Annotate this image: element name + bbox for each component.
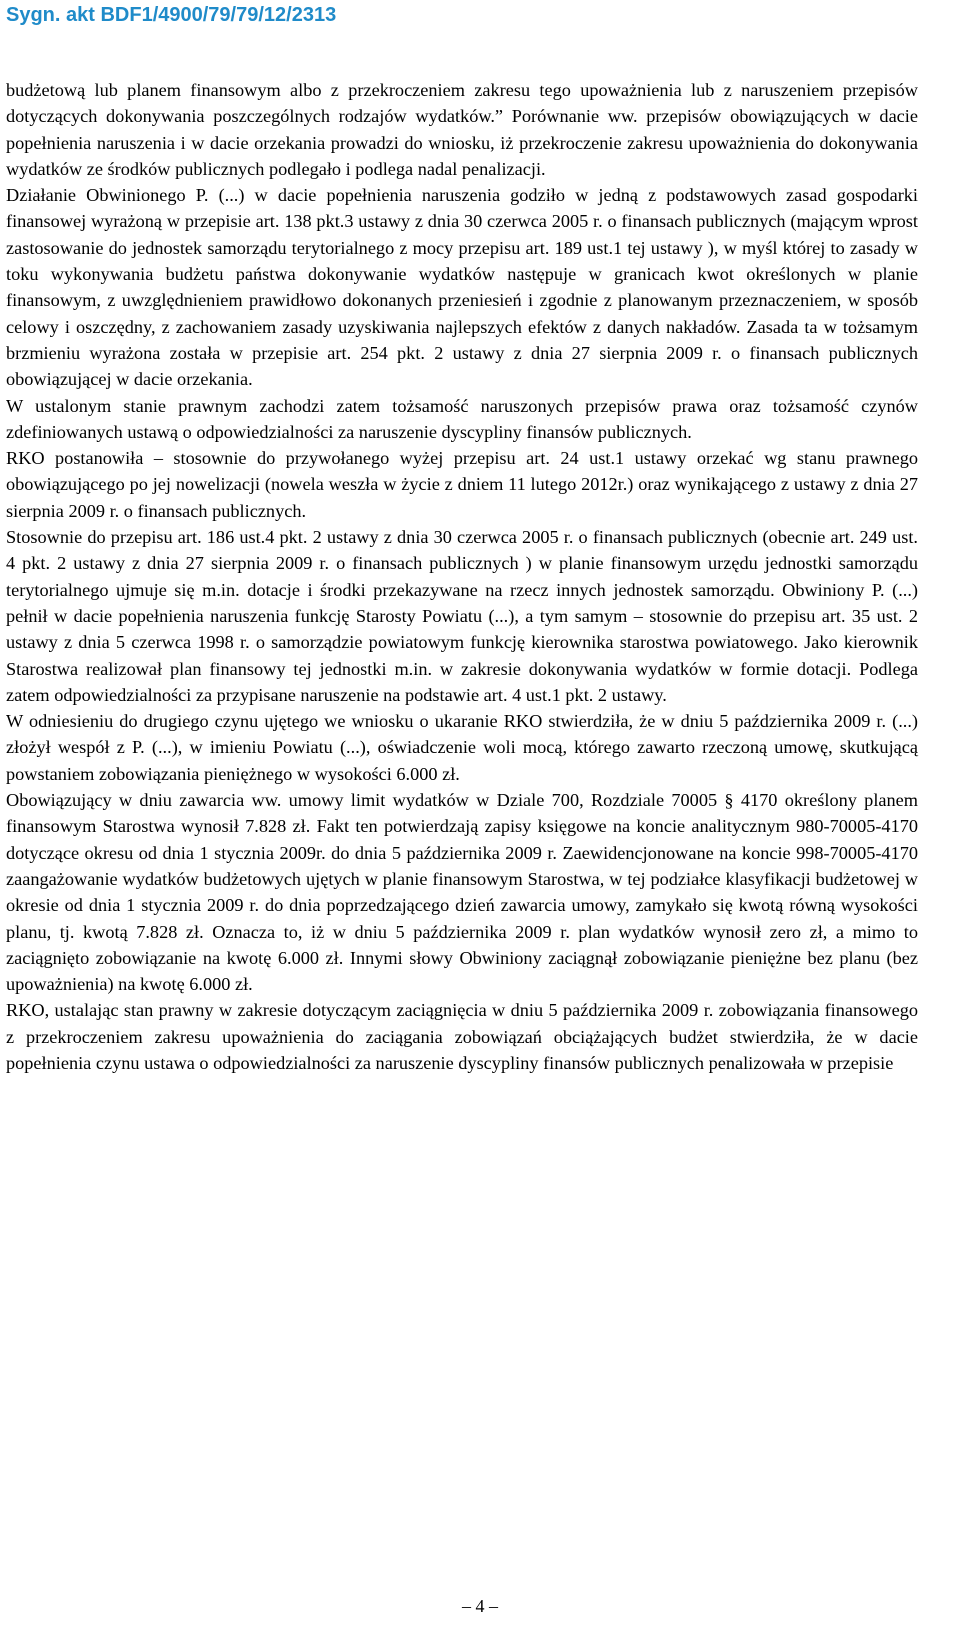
paragraph: Działanie Obwinionego P. (...) w dacie popełnienia naruszenia godziło w jedną z podstawowych zasad gospodarki finansowej wyrażoną w przepisie art. 138 pkt.3 ustawy z dnia 30 czerwca 2005 r. o finansach publicznych (mającym wprost zastosowanie do jednostek samorządu terytorialnego z mocy przepisu art. 189 ust.1 tej ustawy ), w myśl której to zasady w toku wykonywania budżetu państwa dokonywanie wydatków następuje w granicach kwot określonych w planie finansowym, z uwzględnieniem prawidłowo dokonanych przeniesień i zgodnie z planowanym przeznaczeniem, w sposób celowy i oszczędny, z zachowaniem zasady uzyskiwania najlepszych efektów z danych nakładów. Zasada ta w tożsamym brzmieniu wyrażona została w przepisie art. 254 pkt. 2 ustawy z dnia 27 sierpnia 2009 r. o finansach publicznych obowiązującej w dacie orzekania. [6, 185, 918, 390]
paragraph: budżetową lub planem finansowym albo z przekroczeniem zakresu tego upoważnienia lub z naruszeniem przepisów dotyczących dokonywania poszczególnych rodzajów wydatków.” Porównanie ww. przepisów obowiązujących w dacie popełnienia naruszenia i w dacie orzekania prowadzi do wniosku, iż przekroczenie zakresu upoważnienia do dokonywania wydatków ze środków publicznych podlegało i podlega nadal penalizacji. [6, 80, 918, 179]
paragraph: W odniesieniu do drugiego czynu ujętego we wniosku o ukaranie RKO stwierdziła, że w dniu 5 października 2009 r. (...) złożył wespół z P. (...), w imieniu Powiatu (...), oświadczenie woli mocą, którego zawarto rzeczoną umowę, skutkującą powstaniem zobowiązania pieniężnego w wysokości 6.000 zł. [6, 711, 918, 784]
paragraph: RKO, ustalając stan prawny w zakresie dotyczącym zaciągnięcia w dniu 5 października 2009 r. zobowiązania finansowego z przekroczeniem zakresu upoważnienia do zaciągania zobowiązań obciążających budżet stwierdziła, że w dacie popełnienia czynu ustawa o odpowiedzialności za naruszenie dyscypliny finansów publicznych penalizowała w przepisie [6, 1000, 918, 1073]
paragraph: W ustalonym stanie prawnym zachodzi zatem tożsamość naruszonych przepisów prawa oraz tożsamość czynów zdefiniowanych ustawą o odpowiedzialności za naruszenie dyscypliny finansów publicznych. [6, 395, 918, 442]
paragraph: RKO postanowiła – stosownie do przywołanego wyżej przepisu art. 24 ust.1 ustawy orzekać wg stanu prawnego obowiązującego po jej nowelizacji (nowela weszła w życie z dniem 11 lutego 2012r.) oraz wynikającego z ustawy z dnia 27 sierpnia 2009 r. o finansach publicznych. [6, 448, 918, 521]
paragraph: Stosownie do przepisu art. 186 ust.4 pkt. 2 ustawy z dnia 30 czerwca 2005 r. o finansach publicznych (obecnie art. 249 ust. 4 pkt. 2 ustawy z dnia 27 sierpnia 2009 r. o finansach publicznych ) w planie finansowym urzędu jednostki samorządu terytorialnego ujmuje się m.in. dotacje i środki przekazywane na rzecz innych jednostek samorządu. Obwiniony P. (...) pełnił w dacie popełnienia naruszenia funkcję Starosty Powiatu (...), a tym samym – stosownie do przepisu art. 35 ust. 2 ustawy z dnia 5 czerwca 1998 r. o samorządzie powiatowym funkcję kierownika starostwa powiatowego. Jako kierownik Starostwa realizował plan finansowy tej jednostki m.in. w zakresie dokonywania wydatków w formie dotacji. Podlega zatem odpowiedzialności za przypisane naruszenie na podstawie art. 4 ust.1 pkt. 2 ustawy. [6, 527, 918, 705]
document-header [6, 0, 954, 36]
paragraph: Obowiązujący w dniu zawarcia ww. umowy limit wydatków w Dziale 700, Rozdziale 70005 § 4170 określony planem finansowym Starostwa wynosił 7.828 zł. Fakt ten potwierdzają zapisy księgowe na koncie analitycznym 980-70005-4170 dotyczące okresu od dnia 1 stycznia 2009r. do dnia 5 października 2009 r. Zaewidencjonowane na koncie 998-70005-4170 zaangażowanie wydatków budżetowych ujętych w planie finansowym Starostwa, w tej podziałce klasyfikacji budżetowej w okresie od dnia 1 stycznia 2009 r. do dnia poprzedzającego dzień zawarcia umowy, zamykało się kwotą równą wysokości planu, tj. kwotą 7.828 zł. Oznacza to, iż w dniu 5 października 2009 r. plan wydatków wynosił zero zł, a mimo to zaciągnięto zobowiązanie na kwotę 6.000 zł. Innymi słowy Obwiniony zaciągnął zobowiązanie pieniężne bez planu (bez upoważnienia) na kwotę 6.000 zł. [6, 790, 918, 995]
page-number: – 4 – [462, 1596, 498, 1616]
document-body [6, 77, 918, 1076]
case-signature: Sygn. akt BDF1/4900/79/79/12/2313 [6, 4, 337, 26]
